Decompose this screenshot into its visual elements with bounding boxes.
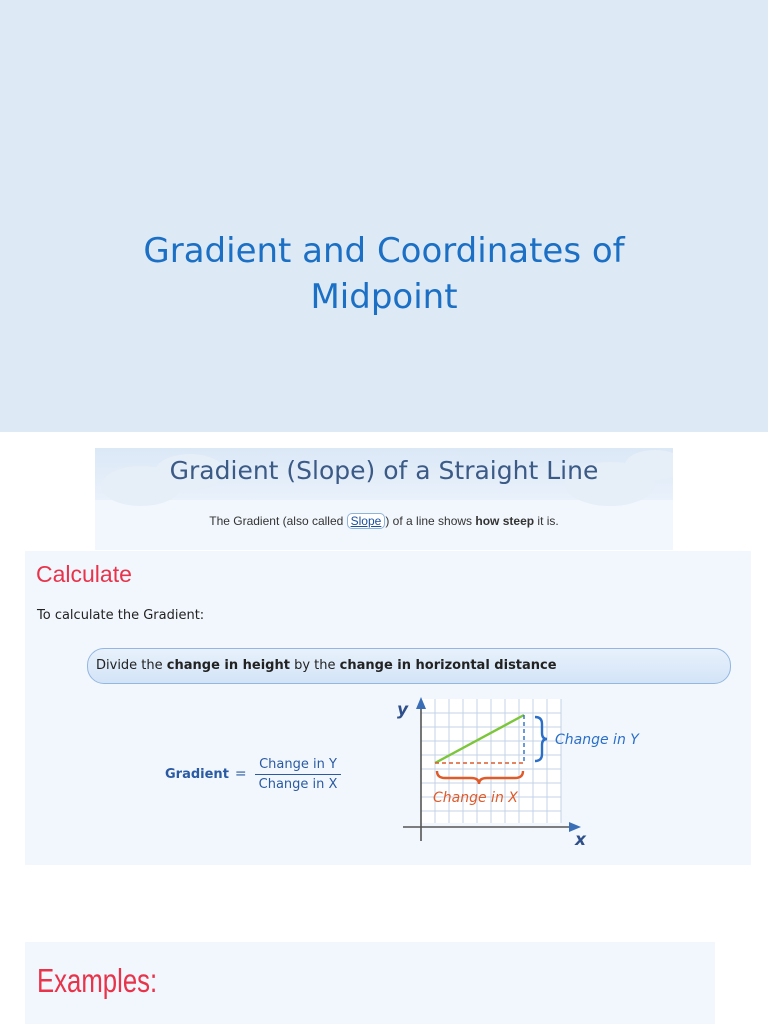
rule-bold: change in horizontal distance (339, 658, 557, 673)
examples-heading: Examples: (37, 962, 158, 999)
desc-text: The Gradient (also called (209, 514, 347, 528)
calculate-intro: To calculate the Gradient: (37, 608, 205, 623)
gradient-formula (165, 757, 341, 791)
examples-panel (25, 942, 715, 1024)
rule-part: by the (289, 658, 340, 673)
y-axis-label: y (397, 700, 409, 720)
desc-bold: how steep (475, 514, 535, 528)
x-axis-label: x (575, 830, 586, 850)
rule-text (96, 658, 557, 673)
formula-numerator: Change in Y (255, 757, 341, 775)
formula-denominator: Change in X (258, 776, 338, 792)
gradient-graph (385, 691, 705, 851)
desc-text: it is. (534, 514, 559, 528)
desc-text: ) of a line shows (385, 514, 476, 528)
calculate-heading: Calculate (36, 561, 132, 587)
formula-label: Gradient (165, 766, 229, 782)
formula-fraction (255, 757, 342, 792)
change-x-label: Change in X (433, 790, 518, 806)
header-description (95, 514, 673, 528)
header-title: Gradient (Slope) of a Straight Line (169, 456, 599, 485)
slope-link[interactable]: Slope (347, 513, 386, 529)
rule-part: Divide the (96, 658, 167, 673)
title-slide (0, 0, 768, 432)
slide-title: Gradient and Coordinates of Midpoint (143, 231, 625, 317)
formula-equals: = (234, 766, 247, 782)
change-y-label: Change in Y (555, 732, 639, 748)
rule-bold: change in height (166, 658, 290, 673)
calculate-panel (25, 551, 751, 865)
gradient-header-panel (95, 448, 673, 550)
rule-box (87, 648, 731, 684)
